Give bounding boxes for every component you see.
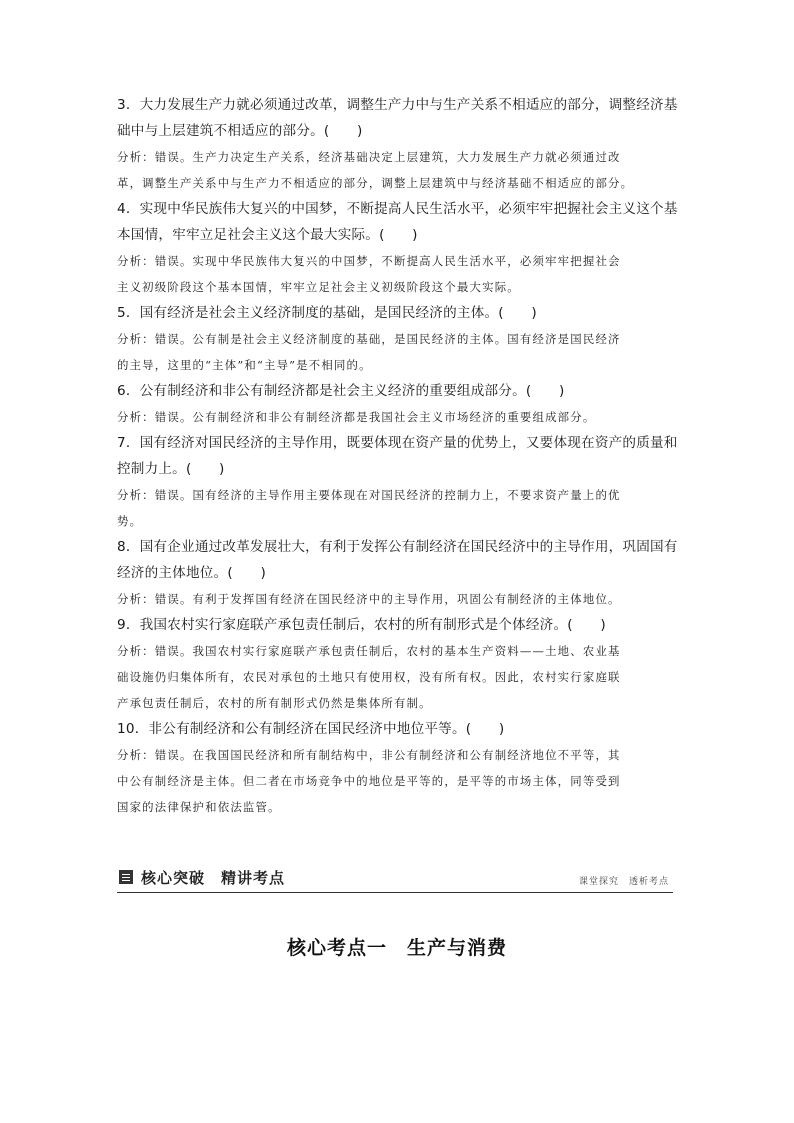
exercise-item xyxy=(117,612,679,716)
question-line: 7．国有经济对国民经济的主导作用，既要体现在资产量的优势上，又要体现在资产的质量和 xyxy=(117,435,678,451)
banner-icon xyxy=(119,870,133,884)
analysis-line: 分析：错误。在我国国民经济和所有制结构中，非公有制经济和公有制经济地位不平等，其 xyxy=(117,748,621,762)
exercise-item xyxy=(117,534,679,612)
question-line: 4．实现中华民族伟大复兴的中国梦，不断提高人民生活水平，必须牢牢把握社会主义这个基 xyxy=(117,201,678,217)
analysis-line: 分析：错误。公有制经济和非公有制经济都是我国社会主义市场经济的重要组成部分。 xyxy=(117,410,596,424)
analysis-line: 产承包责任制后，农村的所有制形式仍然是集体所有制。 xyxy=(117,696,432,710)
exercise-item xyxy=(117,92,679,196)
exercise-item xyxy=(117,430,679,534)
exercise-item xyxy=(117,196,679,300)
analysis-line: 分析：错误。国有经济的主导作用主要体现在对国民经济的控制力上，不要求资产量上的优 xyxy=(117,488,621,502)
section-heading: 核心考点一 生产与消费 xyxy=(286,937,507,959)
analysis-line: 国家的法律保护和依法监管。 xyxy=(117,800,281,814)
banner-title: 核心突破 精讲考点 xyxy=(141,869,286,887)
question-line: 3．大力发展生产力就必须通过改革，调整生产力中与生产关系不相适应的部分，调整经济基 xyxy=(117,97,678,113)
question-line: 5．国有经济是社会主义经济制度的基础，是国民经济的主体。( ) xyxy=(117,305,537,321)
question-line: 8．国有企业通过改革发展壮大，有利于发挥公有制经济在国民经济中的主导作用，巩固国有 xyxy=(117,539,678,555)
banner-subtitle: 课堂探究 透析考点 xyxy=(578,877,669,887)
analysis-line: 的主导，这里的“主体”和“主导”是不相同的。 xyxy=(117,358,372,372)
question-line: 6．公有制经济和非公有制经济都是社会主义经济的重要组成部分。( ) xyxy=(117,383,565,399)
exercise-item xyxy=(117,378,679,430)
analysis-line: 主义初级阶段这个基本国情，牢牢立足社会主义初级阶段这个最大实际。 xyxy=(117,280,520,294)
analysis-line: 础设施仍归集体所有，农民对承包的土地只有使用权，没有所有权。因此，农村实行家庭联 xyxy=(117,670,621,684)
analysis-line: 分析：错误。实现中华民族伟大复兴的中国梦，不断提高人民生活水平，必须牢牢把握社会 xyxy=(117,254,621,268)
exercise-list xyxy=(117,92,679,820)
question-line: 10．非公有制经济和公有制经济在国民经济中地位平等。( ) xyxy=(117,721,505,737)
question-line: 础中与上层建筑不相适应的部分。( ) xyxy=(117,123,363,139)
question-line: 经济的主体地位。( ) xyxy=(117,565,266,581)
analysis-line: 革，调整生产关系中与生产力不相适应的部分，调整上层建筑中与经济基础不相适应的部分。 xyxy=(117,176,634,190)
analysis-line: 分析：错误。有利于发挥国有经济在国民经济中的主导作用，巩固公有制经济的主体地位。 xyxy=(117,592,621,606)
section-banner xyxy=(117,866,673,893)
question-line: 本国情，牢牢立足社会主义这个最大实际。( ) xyxy=(117,227,418,243)
analysis-line: 中公有制经济是主体。但二者在市场竞争中的地位是平等的，是平等的市场主体，同等受到 xyxy=(117,774,621,788)
exercise-item xyxy=(117,300,679,378)
analysis-line: 分析：错误。公有制是社会主义经济制度的基础，是国民经济的主体。国有经济是国民经济 xyxy=(117,332,621,346)
analysis-line: 分析：错误。我国农村实行家庭联产承包责任制后，农村的基本生产资料——土地、农业基 xyxy=(117,644,621,658)
analysis-line: 分析：错误。生产力决定生产关系，经济基础决定上层建筑，大力发展生产力就必须通过改 xyxy=(117,150,621,164)
question-line: 9．我国农村实行家庭联产承包责任制后，农村的所有制形式是个体经济。( ) xyxy=(117,617,606,633)
analysis-line: 势。 xyxy=(117,514,143,528)
question-line: 控制力上。( ) xyxy=(117,461,225,477)
exercise-item xyxy=(117,716,679,820)
